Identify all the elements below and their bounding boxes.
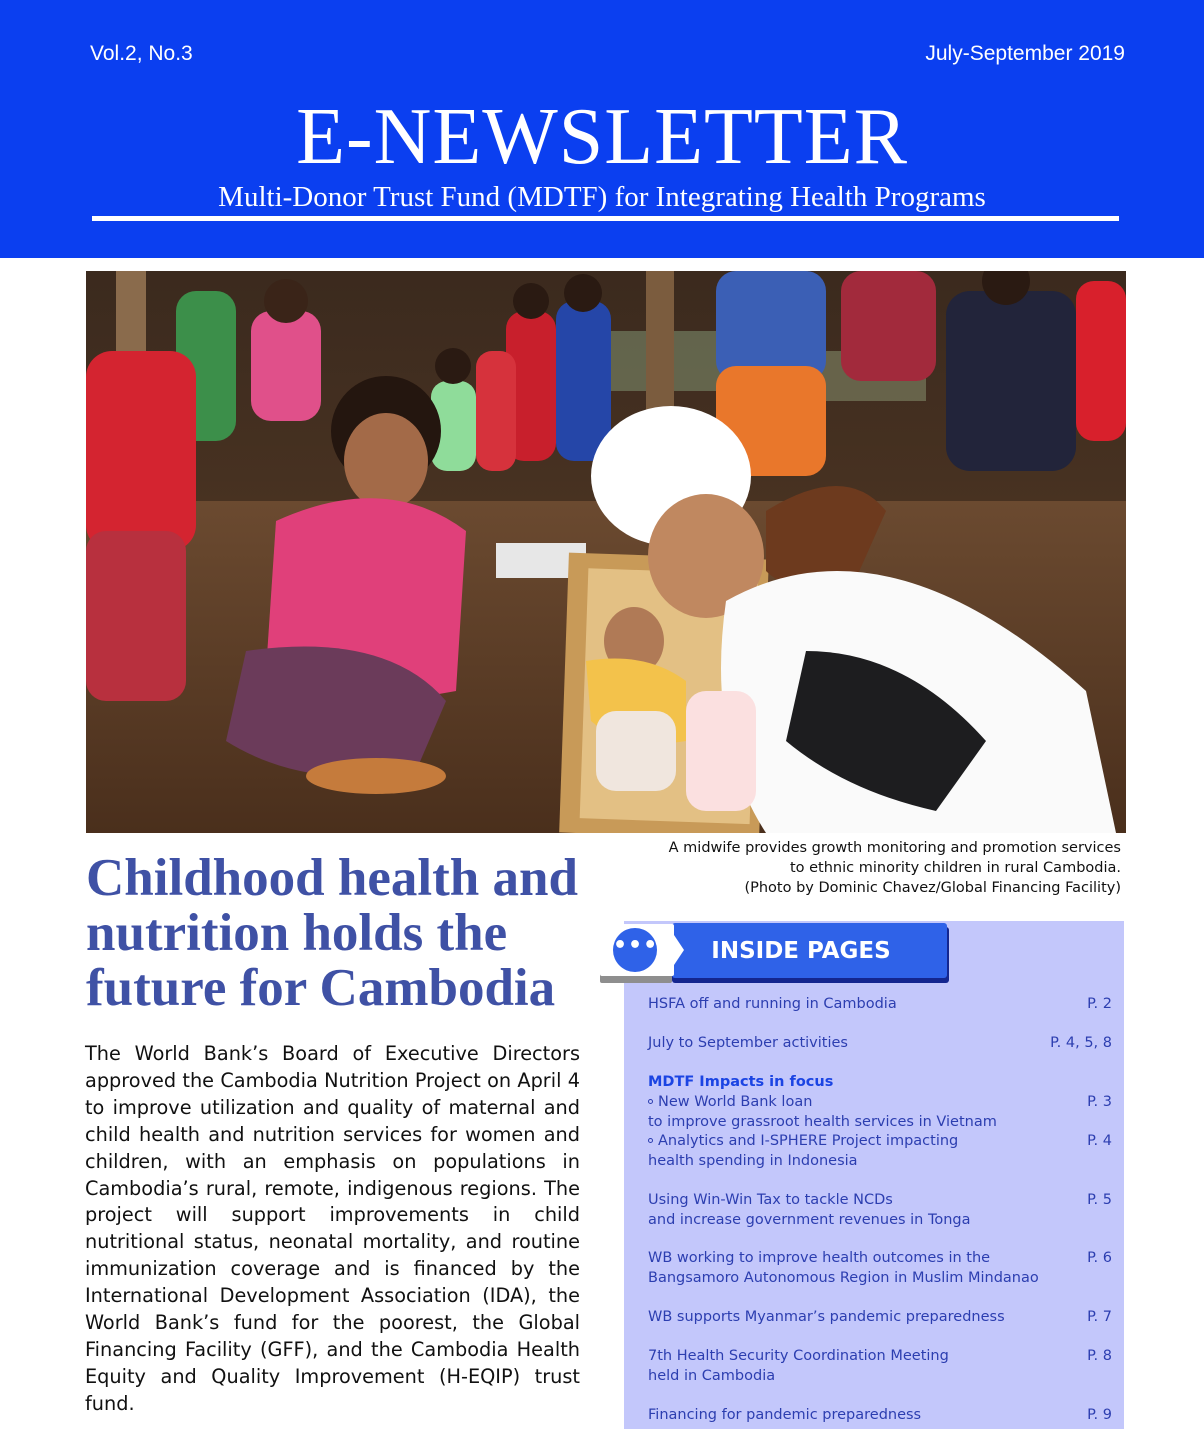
newsletter-subtitle: Multi-Donor Trust Fund (MDTF) for Integrating Health Programs [218,181,986,213]
toc-entry-page: P. 8 [1087,1348,1112,1364]
bullet-icon [648,1138,653,1143]
toc-entry-page: P. 9 [1087,1407,1112,1423]
toc-entry-title: 7th Health Security Coordination Meeting [648,1348,949,1364]
toc-entry[interactable] [648,1249,1114,1288]
toc-entry-title: New World Bank loan [658,1094,813,1110]
toc-entry[interactable] [648,1191,1114,1230]
toc-entry-title: WB supports Myanmar’s pandemic preparedness [648,1309,1005,1325]
toc-entry-title: WB working to improve health outcomes in the [648,1250,991,1266]
toc-entry[interactable] [648,995,1114,1015]
toc-entry-page: P. 2 [1087,996,1112,1012]
issue-date: July-September 2019 [925,42,1125,65]
toc-section-title: MDTF Impacts in focus [648,1074,834,1090]
toc-entry-page: P. 4 [1087,1133,1112,1149]
toc-entry-subtitle: and increase government revenues in Tonga [648,1211,971,1228]
toc-entry-title: Using Win-Win Tax to tackle NCDs [648,1192,893,1208]
toc-entry-title: Analytics and I-SPHERE Project impacting [658,1133,959,1149]
toc-entry-title: July to September activities [648,1035,848,1051]
toc-entry-subtitle: held in Cambodia [648,1367,776,1384]
toc-entry-subtitle: Bangsamoro Autonomous Region in Muslim Mindanao [648,1269,1039,1286]
toc-entry-page: P. 5 [1087,1192,1112,1208]
toc-entry-page: P. 6 [1087,1250,1112,1266]
toc-entry[interactable] [648,1406,1114,1426]
toc-entry-page: P. 4, 5, 8 [1050,1035,1112,1051]
caption-line: A midwife provides growth monitoring and promotion services [668,840,1121,856]
cover-photo-illustration [86,271,1126,833]
toc-entry-page: P. 3 [1087,1094,1112,1110]
toc-entry[interactable] [648,1034,1114,1054]
toc-entry-title: Financing for pandemic preparedness [648,1407,922,1423]
toc-entry-title: HSFA off and running in Cambodia [648,996,897,1012]
cover-photo [86,271,1126,833]
toc-entry[interactable] [648,1308,1114,1328]
toc-entry[interactable] [648,1347,1114,1386]
article-headline: Childhood health and nutrition holds the future for Cambodia [86,849,578,1017]
caption-line: (Photo by Dominic Chavez/Global Financing Facility) [744,880,1121,896]
toc-entry[interactable] [648,1093,1114,1132]
more-dots-icon: ••• [613,928,657,972]
toc-section [648,1073,1114,1093]
masthead [0,0,1204,258]
photo-caption [521,838,1121,898]
bullet-icon [648,1099,653,1104]
toc-entry-page: P. 7 [1087,1309,1112,1325]
masthead-divider [92,216,1119,221]
newsletter-title: E-NEWSLETTER [296,93,908,181]
volume-number: Vol.2, No.3 [90,42,193,65]
inside-pages-title: INSIDE PAGES [711,938,891,964]
toc-entry-subtitle: to improve grassroot health services in Vietnam [648,1113,997,1130]
article-body: The World Bank’s Board of Executive Directors approved the Cambodia Nutrition Project on April 4 to improve utilization and quality of maternal and child health and nutrition services for women and children, with an emphasis on populations in Cambodia’s rural, remote, indigenous regions. The project will support improvements in child nutritional status, neonatal mortality, and routine immunization coverage and is financed by the International Development Association (IDA), the World Bank’s fund for the poorest, the Global Financing Facility (GFF), and the Cambodia Health Equity and Quality Improvement (H-EQIP) trust fund. [85,1042,580,1415]
toc-entry[interactable] [648,1132,1114,1171]
caption-line: to ethnic minority children in rural Cambodia. [789,860,1121,876]
toc-entry-subtitle: health spending in Indonesia [648,1152,858,1169]
